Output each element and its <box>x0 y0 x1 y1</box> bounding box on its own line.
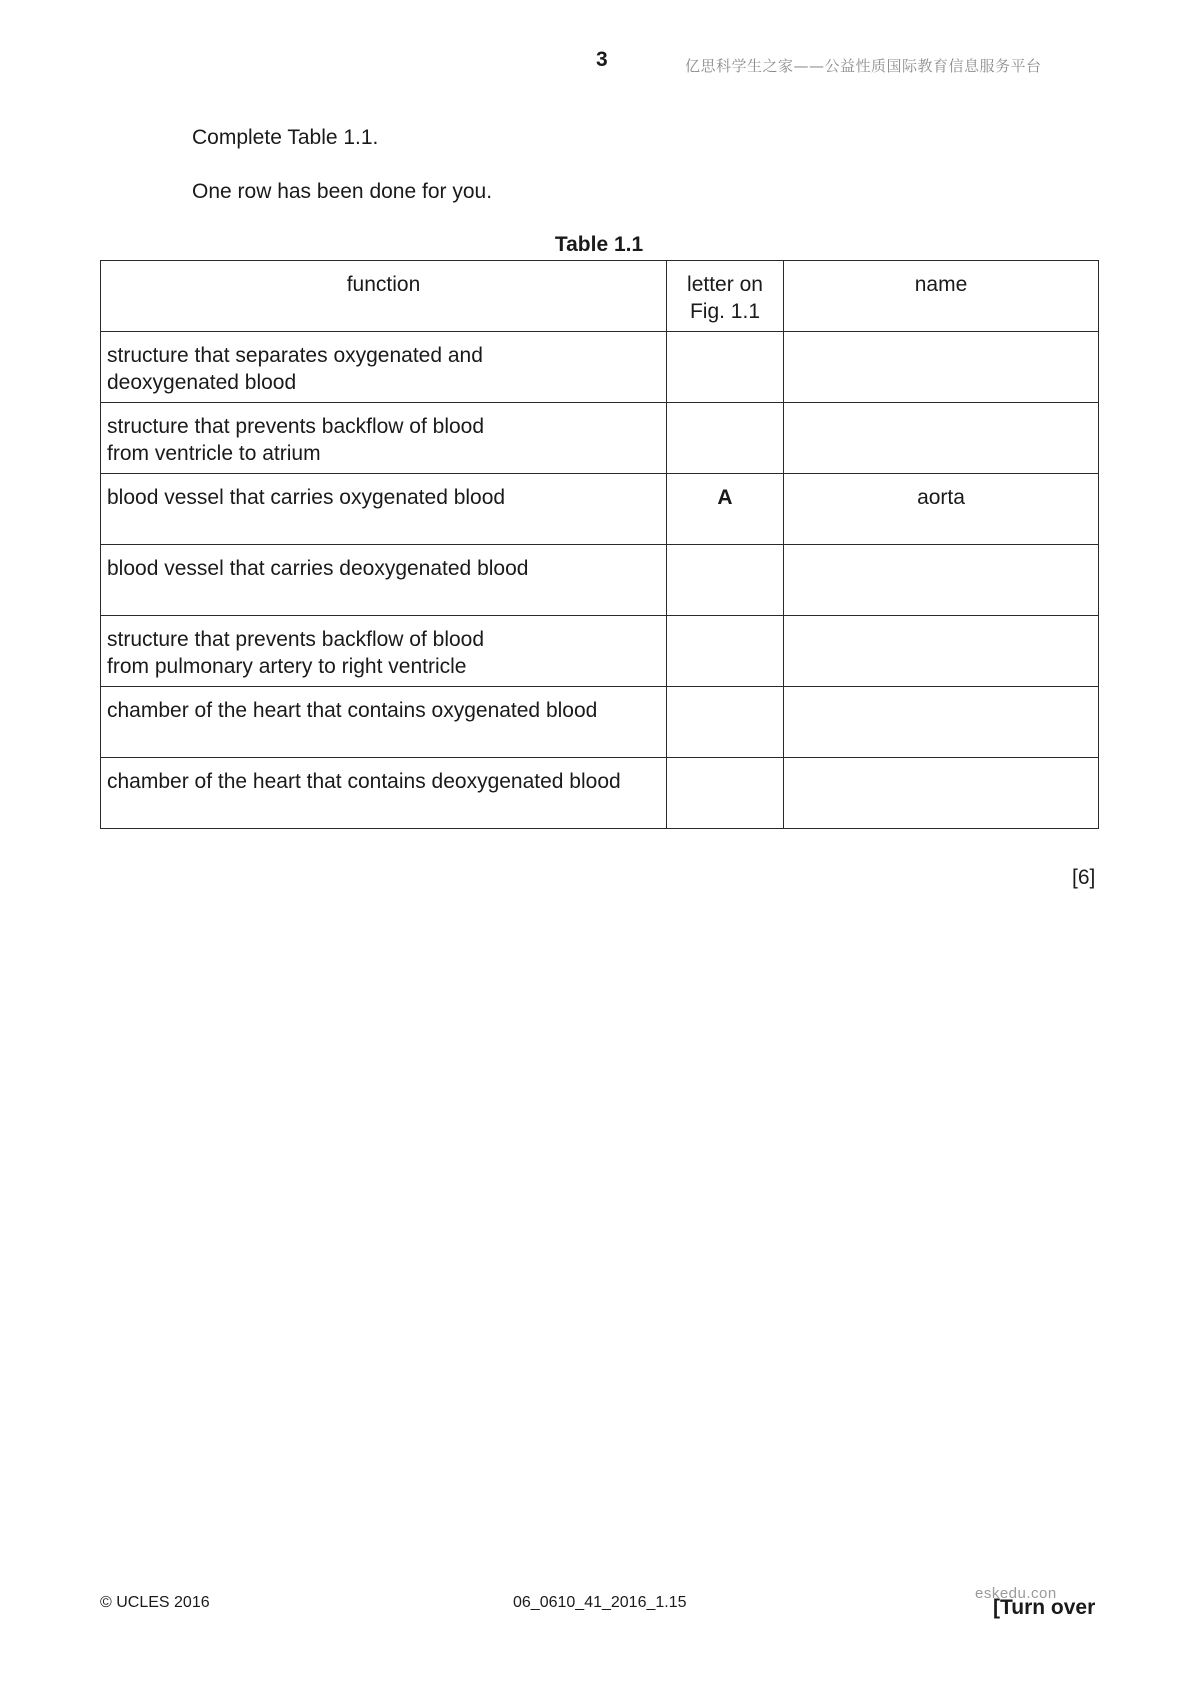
function-text: deoxygenated blood <box>107 371 297 394</box>
instruction-one-row-done: One row has been done for you. <box>192 180 493 203</box>
header-letter <box>667 261 784 332</box>
table-row <box>101 332 1099 403</box>
header-name: name <box>784 261 1099 332</box>
table-caption: Table 1.1 <box>554 233 644 256</box>
footer-copyright: © UCLES 2016 <box>100 1594 210 1611</box>
instruction-complete-table: Complete Table 1.1. <box>192 126 379 149</box>
name-answer-cell[interactable] <box>784 403 1099 474</box>
name-answer-cell[interactable] <box>784 758 1099 829</box>
letter-answer-cell: A <box>667 474 784 545</box>
table-row <box>101 403 1099 474</box>
letter-answer-cell[interactable] <box>667 687 784 758</box>
function-text: from pulmonary artery to right ventricle <box>107 655 467 678</box>
name-answer-cell[interactable] <box>784 332 1099 403</box>
letter-answer-cell[interactable] <box>667 616 784 687</box>
footer-paper-code: 06_0610_41_2016_1.15 <box>513 1594 687 1611</box>
table-row <box>101 687 1099 758</box>
letter-answer-cell[interactable] <box>667 545 784 616</box>
answer-table <box>100 260 1099 829</box>
function-text: blood vessel that carries deoxygenated blood <box>107 557 529 580</box>
function-cell <box>101 687 667 758</box>
table-header-row <box>101 261 1099 332</box>
function-text: structure that prevents backflow of blood <box>107 415 485 438</box>
letter-answer-cell[interactable] <box>667 758 784 829</box>
table-row <box>101 474 1099 545</box>
name-answer-cell: aorta <box>784 474 1099 545</box>
table-row <box>101 545 1099 616</box>
footer-watermark: eskedu.con <box>975 1585 1057 1602</box>
letter-answer-cell[interactable] <box>667 403 784 474</box>
function-cell <box>101 332 667 403</box>
function-text: from ventricle to atrium <box>107 442 321 465</box>
page-number: 3 <box>596 48 608 71</box>
function-cell <box>101 403 667 474</box>
name-answer-cell[interactable] <box>784 616 1099 687</box>
table-row <box>101 616 1099 687</box>
letter-answer-cell[interactable] <box>667 332 784 403</box>
header-letter-line1: letter on <box>687 273 763 296</box>
marks-total: [6] <box>1072 866 1096 889</box>
function-text: chamber of the heart that contains oxygenated blood <box>107 699 598 722</box>
function-cell <box>101 616 667 687</box>
function-text: structure that prevents backflow of blood <box>107 628 485 651</box>
function-text: chamber of the heart that contains deoxygenated blood <box>107 770 621 793</box>
turn-over-label: [Turn over <box>993 1596 1096 1619</box>
function-cell <box>101 474 667 545</box>
function-text: blood vessel that carries oxygenated blood <box>107 486 506 509</box>
table-row <box>101 758 1099 829</box>
header-letter-line2: Fig. 1.1 <box>689 300 761 323</box>
name-answer-cell[interactable] <box>784 545 1099 616</box>
name-answer-cell[interactable] <box>784 687 1099 758</box>
header-watermark: 亿思科学生之家——公益性质国际教育信息服务平台 <box>685 57 1042 75</box>
function-cell <box>101 545 667 616</box>
header-function: function <box>101 261 667 332</box>
function-cell <box>101 758 667 829</box>
function-text: structure that separates oxygenated and <box>107 344 483 367</box>
